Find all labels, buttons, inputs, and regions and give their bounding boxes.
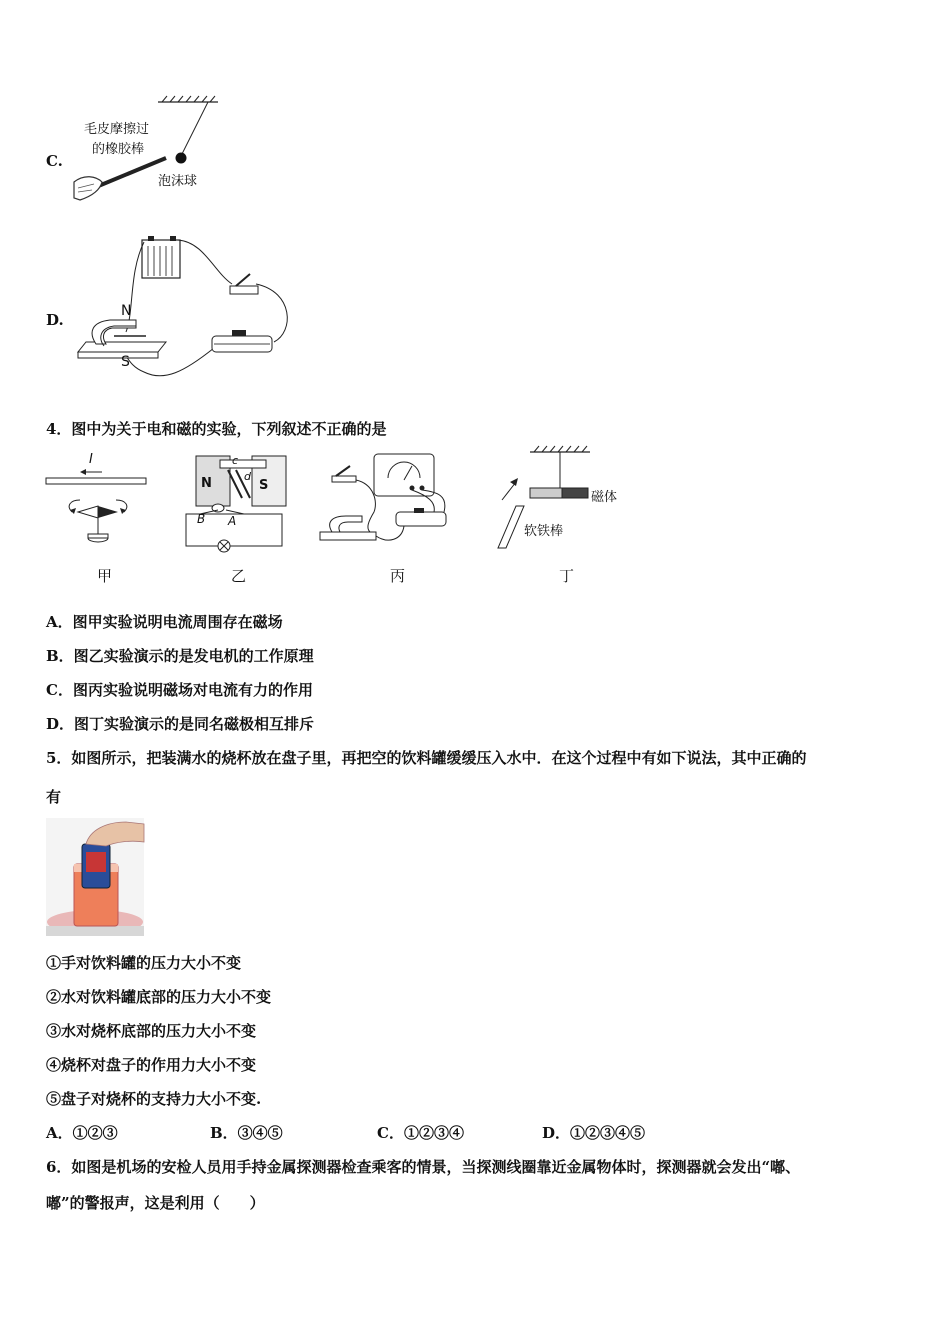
label-rod-line2: 的橡胶棒 — [92, 142, 145, 157]
label-a: A — [228, 514, 237, 528]
q5-stem-line1: 5．如图所示，把装满水的烧杯放在盘子里，再把空的饮料罐缓缓压入水中．在这个过程中有如下说法，其中正确的 — [46, 749, 807, 767]
q5-option-d[interactable]: D．①②③④⑤ — [542, 1124, 646, 1142]
caption-ding: 丁 — [559, 567, 575, 585]
label-current-i: I — [89, 452, 93, 467]
label-soft-iron: 软铁棒 — [524, 524, 564, 539]
option-c-letter: C. — [46, 152, 63, 170]
q5-statement-2: ②水对饮料罐底部的压力大小不变 — [46, 988, 272, 1006]
caption-yi: 乙 — [231, 567, 247, 585]
label-c: c — [232, 454, 239, 467]
q6-stem-line1: 6．如图是机场的安检人员用手持金属探测器检查乘客的情景，当探测线圈靠近金属物体时，探测器就会发出“嘟、 — [46, 1158, 801, 1176]
caption-bing: 丙 — [390, 567, 406, 585]
q4-option-b[interactable]: B．图乙实验演示的是发电机的工作原理 — [46, 647, 314, 665]
q4-option-a[interactable]: A．图甲实验说明电流周围存在磁场 — [46, 613, 283, 631]
caption-jia: 甲 — [97, 567, 113, 585]
q5-statement-5: ⑤盘子对烧杯的支持力大小不变. — [46, 1090, 262, 1108]
q4-stem: 4．图中为关于电和磁的实验，下列叙述不正确的是 — [46, 420, 387, 438]
q5-stem-line2: 有 — [46, 788, 62, 806]
label-n-pole: N — [121, 303, 132, 319]
figure-motor-circuit — [74, 232, 304, 382]
figure-beaker-can-photo — [46, 818, 144, 936]
label-magnet-s: S — [259, 478, 269, 493]
figure-bing-circuit — [318, 452, 452, 548]
q5-option-c[interactable]: C．①②③④ — [377, 1124, 464, 1142]
q5-option-a[interactable]: A．①②③ — [46, 1124, 118, 1142]
label-magnet-n: N — [201, 476, 212, 491]
label-d: d — [244, 470, 251, 483]
label-rod-line1: 毛皮摩擦过 — [84, 122, 150, 137]
q5-statement-4: ④烧杯对盘子的作用力大小不变 — [46, 1056, 257, 1074]
q4-option-d[interactable]: D．图丁实验演示的是同名磁极相互排斥 — [46, 715, 315, 733]
q5-option-b[interactable]: B．③④⑤ — [210, 1124, 283, 1142]
q5-statement-3: ③水对烧杯底部的压力大小不变 — [46, 1022, 257, 1040]
label-magnet-body: 磁体 — [591, 490, 618, 505]
label-foam-ball: 泡沫球 — [158, 174, 198, 189]
label-s-pole: S — [121, 354, 130, 370]
label-b: B — [197, 512, 206, 526]
option-d-letter: D. — [46, 311, 64, 329]
q6-stem-line2: 嘟”的警报声，这是利用（ ） — [46, 1194, 265, 1212]
q4-option-c[interactable]: C．图丙实验说明磁场对电流有力的作用 — [46, 681, 313, 699]
figure-jia-compass — [46, 452, 150, 552]
q5-statement-1: ①手对饮料罐的压力大小不变 — [46, 954, 242, 972]
